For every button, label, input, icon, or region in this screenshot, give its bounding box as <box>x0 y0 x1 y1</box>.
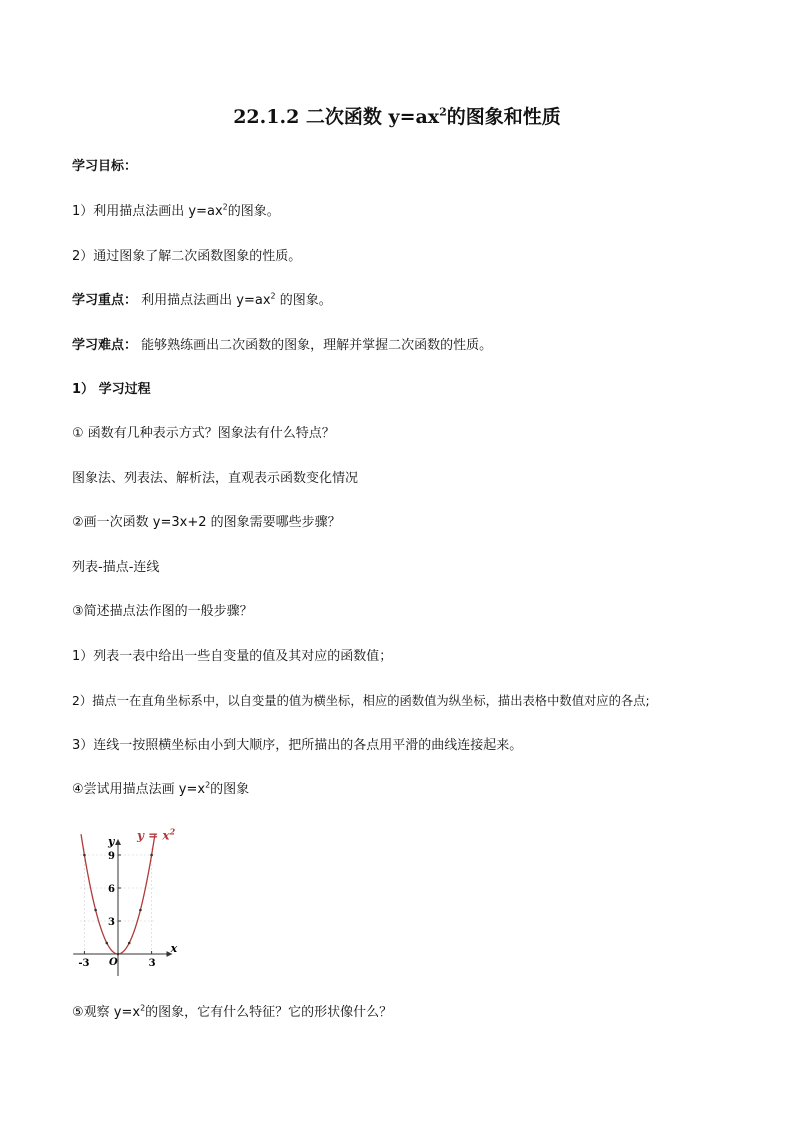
y-tick-label: 3 <box>108 917 115 928</box>
question-3: ③简述描点法作图的一般步骤？ <box>72 604 253 619</box>
x-axis-label: x <box>170 942 178 955</box>
answer-1: 图象法、列表法、解析法，直观表示函数变化情况 <box>72 471 359 486</box>
question-2: ②画一次函数 y=3x+2 的图象需要哪些步骤？ <box>72 515 341 530</box>
question-1: ① 函数有几种表示方式？图象法有什么特点？ <box>72 426 335 441</box>
question-5: ⑤观察 $y=x^2$的图象，它有什么特征？它的形状像什么？ <box>72 1003 393 1020</box>
objectives-heading: 学习目标： <box>72 159 138 174</box>
data-point <box>94 909 97 912</box>
question-4: ④尝试用描点法画 $y=x^2$的图象 <box>72 780 250 797</box>
process-heading: 1） 学习过程 <box>72 382 151 397</box>
y-axis-label: y <box>108 835 115 849</box>
x-tick-label: -3 <box>78 958 90 969</box>
answer-2: 列表-描点-连线 <box>72 560 160 575</box>
step-3: 3）连线一按照横坐标由小到大顺序，把所描出的各点用平滑的曲线连接起来。 <box>72 738 523 753</box>
data-point <box>139 909 142 912</box>
origin-label: O <box>109 957 118 968</box>
parabola-graph <box>70 826 200 986</box>
data-point <box>117 953 120 956</box>
step-2: 2）描点一在直角坐标系中，以自变量的值为横坐标，相应的函数值为纵坐标，描出表格中数值对应的各点; <box>72 694 650 708</box>
data-point <box>150 854 153 857</box>
x-tick-label: 3 <box>148 958 156 969</box>
data-point <box>83 854 86 857</box>
difficulty: 学习难点： 能够熟练画出二次函数的图象，理解并掌握二次函数的性质。 <box>72 338 493 353</box>
y-tick-label: 9 <box>108 851 115 862</box>
key-point: 学习重点： 利用描点法画出 $y=ax^2$ 的图象。 <box>72 291 332 308</box>
step-1: 1）列表一表中给出一些自变量的值及其对应的函数值； <box>72 649 393 664</box>
page-title: 22.1.2 二次函数 $y=ax^2$的图象和性质 <box>233 105 561 128</box>
curve-label: $y = x^2$ <box>137 826 176 843</box>
objective-2: 2）通过图象了解二次函数图象的性质。 <box>72 249 302 264</box>
data-point <box>106 942 109 945</box>
y-tick-label: 6 <box>108 884 115 895</box>
objective-1: 1）利用描点法画出 $y=ax^2$的图象。 <box>72 202 280 219</box>
data-point <box>128 942 131 945</box>
